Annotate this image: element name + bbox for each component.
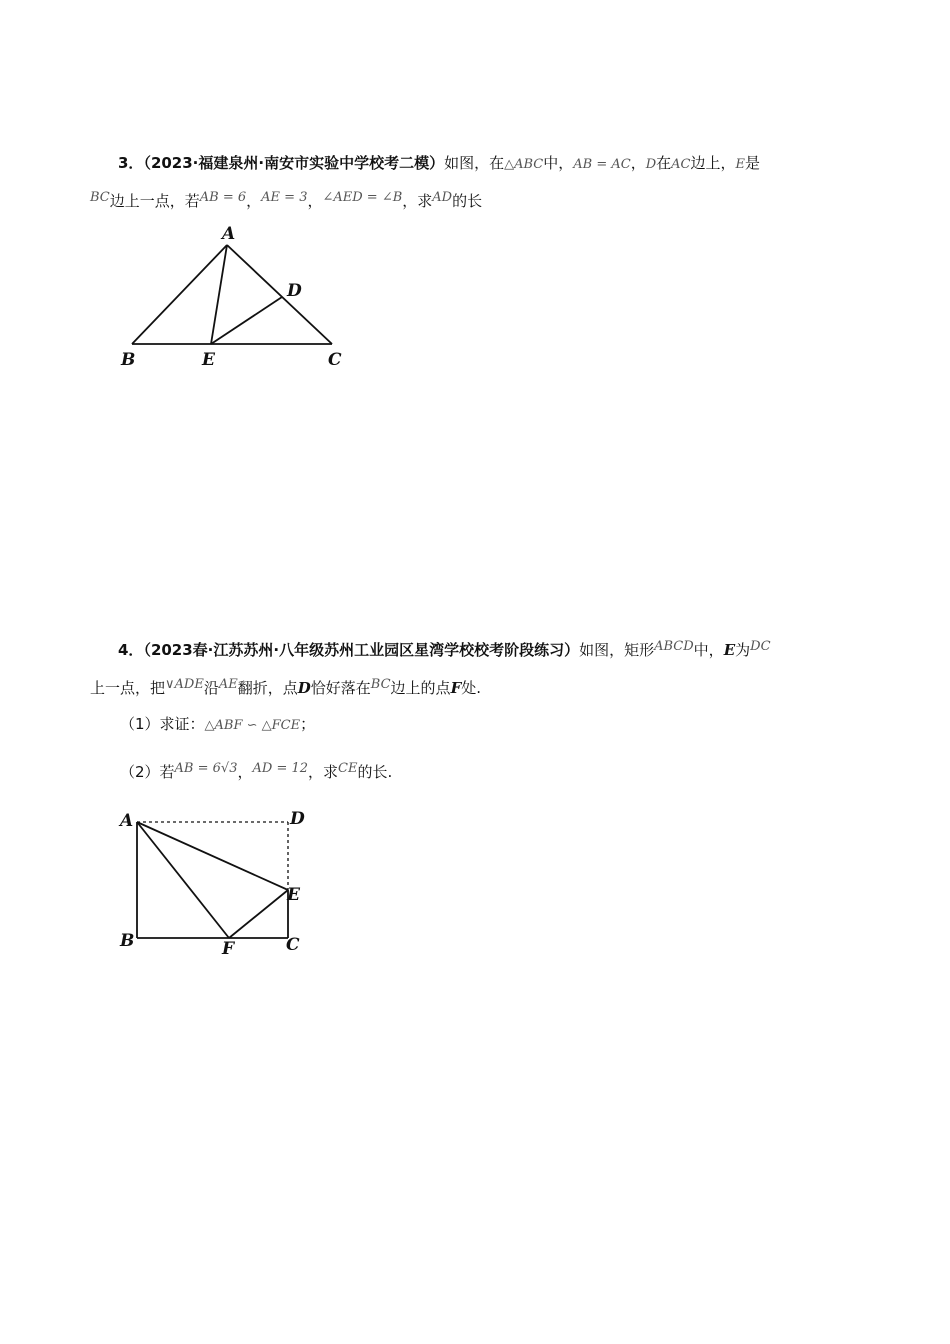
math-ce: CE (338, 761, 358, 776)
math-angle-aed-eq-b: ∠AED = ∠B (322, 190, 403, 205)
problem-4-line-2: 上一点，把∨ADE沿AE翻折，点D恰好落在BC边上的点F处. (90, 677, 481, 697)
math-e: E (735, 157, 746, 172)
math-ab-eq-6sqrt3: AB = 6√3 (174, 761, 238, 776)
problem-3-number: 3． (118, 154, 144, 172)
math-ad-eq-12: AD = 12 (252, 761, 309, 776)
label-e: E (202, 350, 215, 370)
math-bc: BC (90, 190, 110, 205)
math-d-bold: D (297, 679, 311, 697)
math-dc: DC (750, 639, 771, 654)
label-f: F (222, 939, 235, 959)
math-ab-eq-6: AB = 6 (199, 190, 247, 205)
problem-4-question-2: （2）若AB = 6√3，AD = 12，求CE的长. (120, 761, 393, 781)
math-abcd: ABCD (654, 639, 694, 654)
label-b: B (120, 931, 135, 951)
segment-af (137, 822, 229, 938)
math-d: D (645, 157, 657, 172)
problem-3-triangle-figure (110, 218, 360, 378)
problem-4-line-1: 4．（2023春·江苏苏州·八年级苏州工业园区星湾学校校考阶段练习）如图，矩形ABCD中，E为DC (118, 639, 771, 659)
math-f-bold: F (450, 679, 462, 697)
math-ac: AC (671, 157, 691, 172)
segment-ac (227, 245, 332, 344)
problem-4-number: 4． (118, 641, 144, 659)
math-similar-triangles: △ABF ∽ △FCE (204, 718, 301, 733)
segment-fe (229, 890, 288, 938)
math-e-bold: E (723, 641, 736, 659)
problem-4-source: （2023春·江苏苏州·八年级苏州工业园区星湾学校校考阶段练习） (143, 641, 580, 659)
label-d: D (290, 809, 305, 829)
math-ae: AE (218, 677, 238, 692)
problem-4-rectangle-figure (110, 800, 330, 965)
label-a: A (222, 224, 236, 244)
problem-3-source: （2023·福建泉州·南安市实验中学校考二模） (143, 154, 445, 172)
math-bc: BC (370, 677, 391, 692)
label-d: D (287, 281, 302, 301)
label-c: C (286, 935, 300, 955)
segment-ae (137, 822, 288, 890)
math-triangle-abc: △ABC (504, 157, 544, 172)
problem-3-line-1: 3．（2023·福建泉州·南安市实验中学校考二模）如图，在△ABC中，AB = AC，D在AC边上，E是 (118, 154, 761, 172)
math-vee-ade: ∨ADE (165, 677, 204, 692)
math-ae-eq-3: AE = 3 (261, 190, 308, 205)
math-ad: AD (432, 190, 453, 205)
problem-4-question-1: （1）求证：△ABF ∽ △FCE； (120, 715, 316, 733)
label-e: E (287, 885, 300, 905)
label-a: A (120, 811, 134, 831)
segment-ed (211, 297, 282, 344)
math-ab-eq-ac: AB = AC (573, 157, 631, 172)
label-b: B (121, 350, 136, 370)
problem-3-line-2: BC边上一点，若AB = 6，AE = 3，∠AED = ∠B，求AD的长 (90, 190, 483, 210)
label-c: C (328, 350, 342, 370)
